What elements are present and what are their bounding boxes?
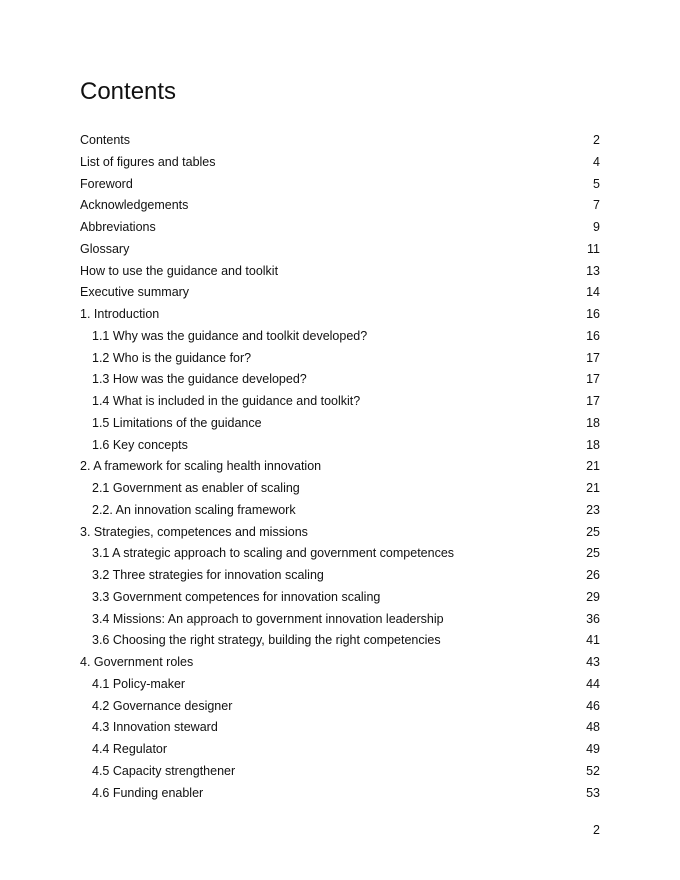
toc-entry-page: 4 [593,154,600,169]
toc-entry-label: 1.4 What is included in the guidance and toolkit? [92,394,361,408]
toc-entry-page: 13 [586,263,600,278]
toc-entry-page: 2 [593,133,600,147]
toc-subentry[interactable] [80,435,600,457]
toc-entry-page: 9 [593,220,600,234]
toc-entry-label: Foreword [80,176,133,191]
toc-subentry[interactable] [80,348,600,370]
toc-entry-label: Contents [80,133,131,147]
toc-entry-page: 29 [586,589,600,604]
toc-subentry[interactable] [80,739,600,761]
toc-subentry[interactable] [80,369,600,391]
toc-entry-label: 4.4 Regulator [92,742,168,756]
toc-entry[interactable] [80,522,600,544]
toc-entry-page: 52 [586,763,600,778]
toc-entry-label: 1. Introduction [80,307,160,321]
toc-entry-page: 25 [586,524,600,539]
toc-entry-page: 23 [586,502,600,517]
page-title: Contents [80,78,177,105]
toc-entry-page: 21 [586,481,600,495]
toc-subentry[interactable] [80,326,600,348]
toc-entry-label: 2.2. An innovation scaling framework [92,502,296,517]
toc-subentry[interactable] [80,609,600,631]
toc-subentry[interactable] [80,565,600,587]
toc-entry[interactable] [80,282,600,304]
toc-entry-page: 49 [586,742,600,756]
toc-entry[interactable] [80,195,600,217]
toc-entry-label: 2.1 Government as enabler of scaling [92,481,300,495]
toc-entry-page: 11 [587,241,600,256]
toc-entry-page: 43 [586,655,600,669]
toc-entry-label: 3.3 Government competences for innovation scaling [92,589,381,604]
toc-entry-page: 18 [586,415,600,430]
toc-entry-page: 26 [586,568,600,582]
toc-entry-page: 18 [586,437,600,452]
toc-entry-label: 4. Government roles [80,655,194,669]
toc-entry-label: Acknowledgements [80,198,189,213]
toc-entry-page: 44 [586,676,600,691]
toc-subentry[interactable] [80,674,600,696]
toc-subentry[interactable] [80,696,600,718]
toc-entry-page: 14 [586,285,600,300]
toc-entry-label: 4.3 Innovation steward [92,720,218,735]
toc-entry-label: Glossary [80,241,130,256]
toc-entry-page: 25 [586,546,600,561]
toc-entry-label: 4.2 Governance designer [92,698,233,713]
toc-entry-page: 7 [593,198,600,213]
toc-entry-label: 2. A framework for scaling health innovation [80,459,322,474]
toc-entry-page: 5 [593,176,600,191]
toc-entry-label: 1.6 Key concepts [92,437,188,452]
toc-subentry[interactable] [80,761,600,783]
toc-entry-page: 41 [586,633,600,648]
toc-subentry[interactable] [80,391,600,413]
toc-entry-page: 53 [586,785,600,800]
toc-entry[interactable] [80,304,600,326]
toc-subentry[interactable] [80,783,600,805]
toc-entry-page: 21 [586,459,600,474]
toc-subentry[interactable] [80,500,600,522]
toc-entry-label: 3.4 Missions: An approach to government innovation leadership [92,611,444,626]
toc-subentry[interactable] [80,587,600,609]
toc-entry-label: 3.2 Three strategies for innovation scaling [92,568,324,582]
toc-subentry[interactable] [80,630,600,652]
toc-entry-page: 16 [586,307,600,321]
toc-subentry[interactable] [80,543,600,565]
toc-entry-label: 3. Strategies, competences and missions [80,524,308,539]
toc-entry-page: 36 [586,611,600,626]
toc-subentry[interactable] [80,478,600,500]
toc-entry-page: 17 [586,372,600,387]
toc-entry[interactable] [80,174,600,196]
toc-entry-page: 17 [586,394,600,408]
toc-entry-page: 46 [586,698,600,713]
toc-entry-page: 16 [586,328,600,343]
toc-entry-label: 1.5 Limitations of the guidance [92,415,262,430]
toc-entry-label: 3.1 A strategic approach to scaling and government competences [92,546,455,561]
toc-entry-label: 4.1 Policy-maker [92,676,186,691]
toc-entry-label: Executive summary [80,285,190,300]
toc-entry[interactable] [80,261,600,283]
toc-entry-label: 1.2 Who is the guidance for? [92,350,252,365]
toc-subentry[interactable] [80,717,600,739]
toc-entry-label: Abbreviations [80,220,156,234]
toc-subentry[interactable] [80,413,600,435]
toc-entry-page: 17 [586,350,600,365]
toc-entry-label: 4.6 Funding enabler [92,785,204,800]
toc-entry-label: 1.1 Why was the guidance and toolkit developed? [92,328,368,343]
toc-entry[interactable] [80,456,600,478]
toc-entry-label: 1.3 How was the guidance developed? [92,372,307,387]
toc-entry[interactable] [80,152,600,174]
toc-entry[interactable] [80,652,600,674]
toc-entry-page: 48 [586,720,600,735]
toc-entry-label: 4.5 Capacity strengthener [92,763,236,778]
toc-entry[interactable] [80,239,600,261]
table-of-contents [80,130,600,804]
toc-entry-label: How to use the guidance and toolkit [80,263,279,278]
toc-entry-label: 3.6 Choosing the right strategy, building the right competencies [92,633,441,648]
toc-entry-label: List of figures and tables [80,154,216,169]
page-number: 2 [593,823,600,837]
toc-entry[interactable] [80,130,600,152]
toc-entry[interactable] [80,217,600,239]
